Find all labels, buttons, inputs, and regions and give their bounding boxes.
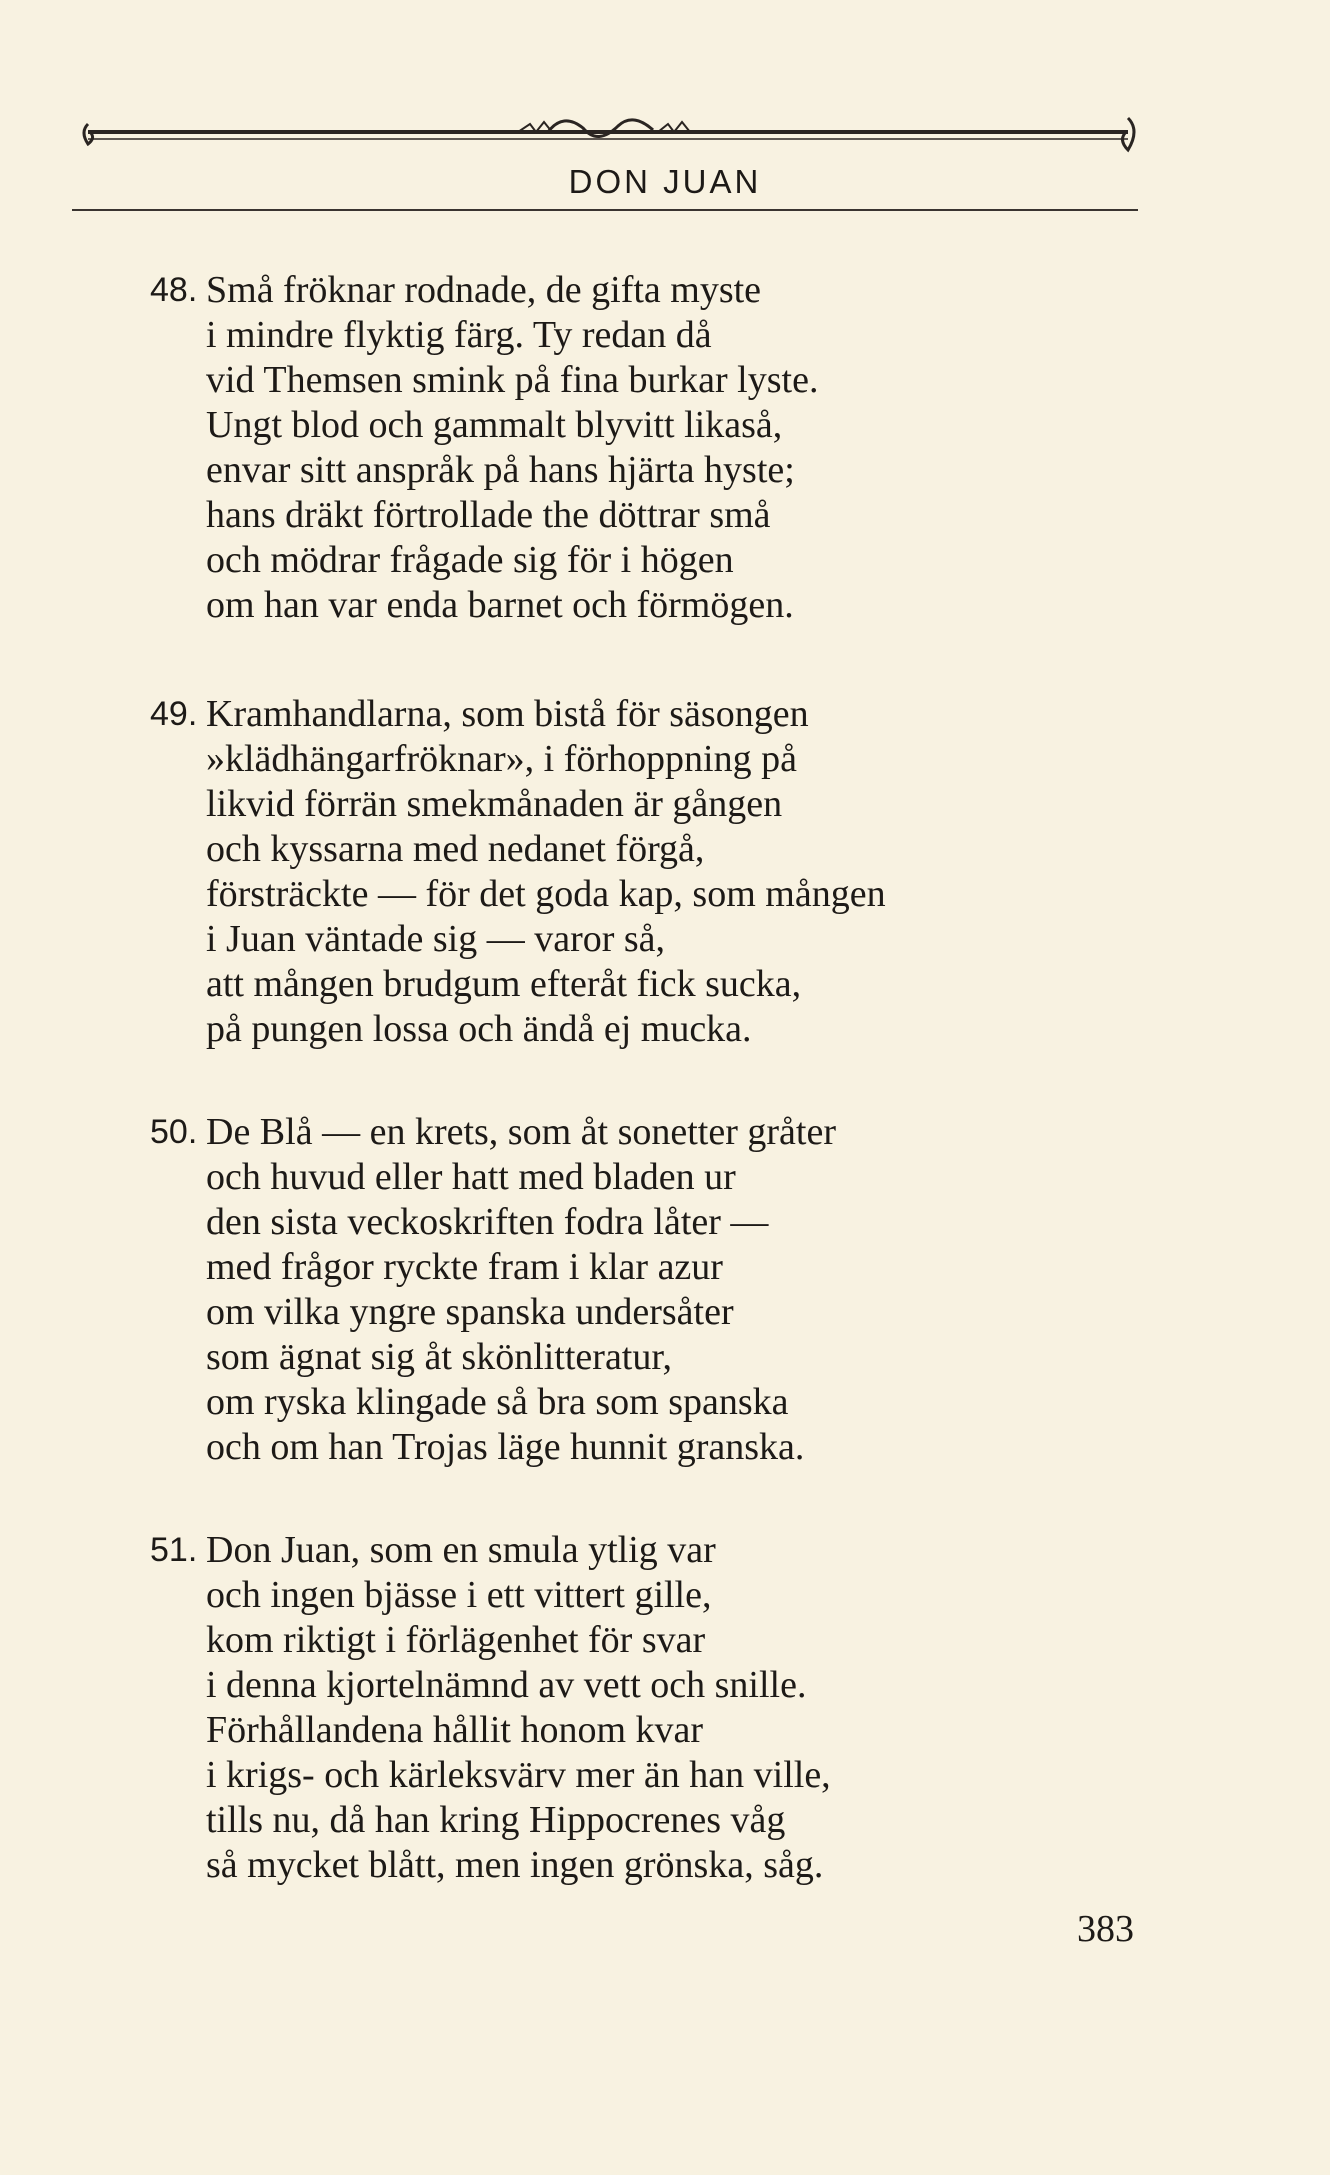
- verse-line: att mången brudgum efteråt fick sucka,: [206, 963, 802, 1005]
- stanza-number: 49.: [150, 695, 198, 733]
- verse-line: tills nu, då han kring Hippocrenes våg: [206, 1799, 786, 1841]
- verse-line: vid Themsen smink på fina burkar lyste.: [206, 359, 819, 401]
- verse-line: om vilka yngre spanska undersåter: [206, 1291, 734, 1333]
- verse-line: i Juan väntade sig — varor så,: [206, 918, 666, 960]
- verse-line: så mycket blått, men ingen grönska, såg.: [206, 1844, 824, 1886]
- verse-line: om ryska klingade så bra som spanska: [206, 1381, 789, 1423]
- verse-line: och kyssarna med nedanet förgå,: [206, 828, 705, 870]
- running-title: DON JUAN: [568, 163, 762, 200]
- verse-line: på pungen lossa och ändå ej mucka.: [206, 1008, 752, 1050]
- verse-line: envar sitt anspråk på hans hjärta hyste;: [206, 449, 795, 491]
- verse-line: i krigs- och kärleksvärv mer än han ville,: [206, 1754, 831, 1796]
- verse-line: och ingen bjässe i ett vittert gille,: [206, 1574, 712, 1616]
- verse-line: som ägnat sig åt skönlitteratur,: [206, 1336, 673, 1378]
- stanza-number: 51.: [150, 1531, 198, 1569]
- verse-line: Förhållandena hållit honom kvar: [206, 1709, 704, 1751]
- verse-line: och huvud eller hatt med bladen ur: [206, 1156, 736, 1198]
- stanza-49: [150, 692, 1110, 1052]
- stanza-48: [150, 268, 1110, 628]
- verse-line: hans dräkt förtrollade the döttrar små: [206, 494, 771, 536]
- verse-line: Don Juan, som en smula ytlig var: [206, 1529, 716, 1571]
- stanza-number: 50.: [150, 1113, 198, 1151]
- verse-line: De Blå — en krets, som åt sonetter gråter: [206, 1111, 836, 1153]
- stanza-51: [150, 1528, 1110, 1888]
- verse-line: »klädhängarfröknar», i förhoppning på: [206, 738, 797, 780]
- page-number: 383: [1077, 1908, 1134, 1950]
- verse-line: och mödrar frågade sig för i högen: [206, 539, 734, 581]
- verse-line: försträckte — för det goda kap, som mången: [206, 873, 886, 915]
- header-ornament: [78, 110, 1138, 158]
- verse-line: och om han Trojas läge hunnit granska.: [206, 1426, 805, 1468]
- verse-line: om han var enda barnet och förmögen.: [206, 584, 794, 626]
- stanza-50: [150, 1110, 1110, 1470]
- verse-line: Små fröknar rodnade, de gifta myste: [206, 269, 762, 311]
- verse-line: med frågor ryckte fram i klar azur: [206, 1246, 723, 1288]
- verse-line: likvid förrän smekmånaden är gången: [206, 783, 783, 825]
- header-rule: [72, 209, 1138, 211]
- verse-line: Ungt blod och gammalt blyvitt likaså,: [206, 404, 783, 446]
- verse-line: i denna kjortelnämnd av vett och snille.: [206, 1664, 807, 1706]
- verse-line: Kramhandlarna, som bistå för säsongen: [206, 693, 809, 735]
- verse-line: i mindre flyktig färg. Ty redan då: [206, 314, 712, 356]
- stanza-number: 48.: [150, 271, 198, 309]
- verse-line: kom riktigt i förlägenhet för svar: [206, 1619, 706, 1661]
- verse-line: den sista veckoskriften fodra låter —: [206, 1201, 769, 1243]
